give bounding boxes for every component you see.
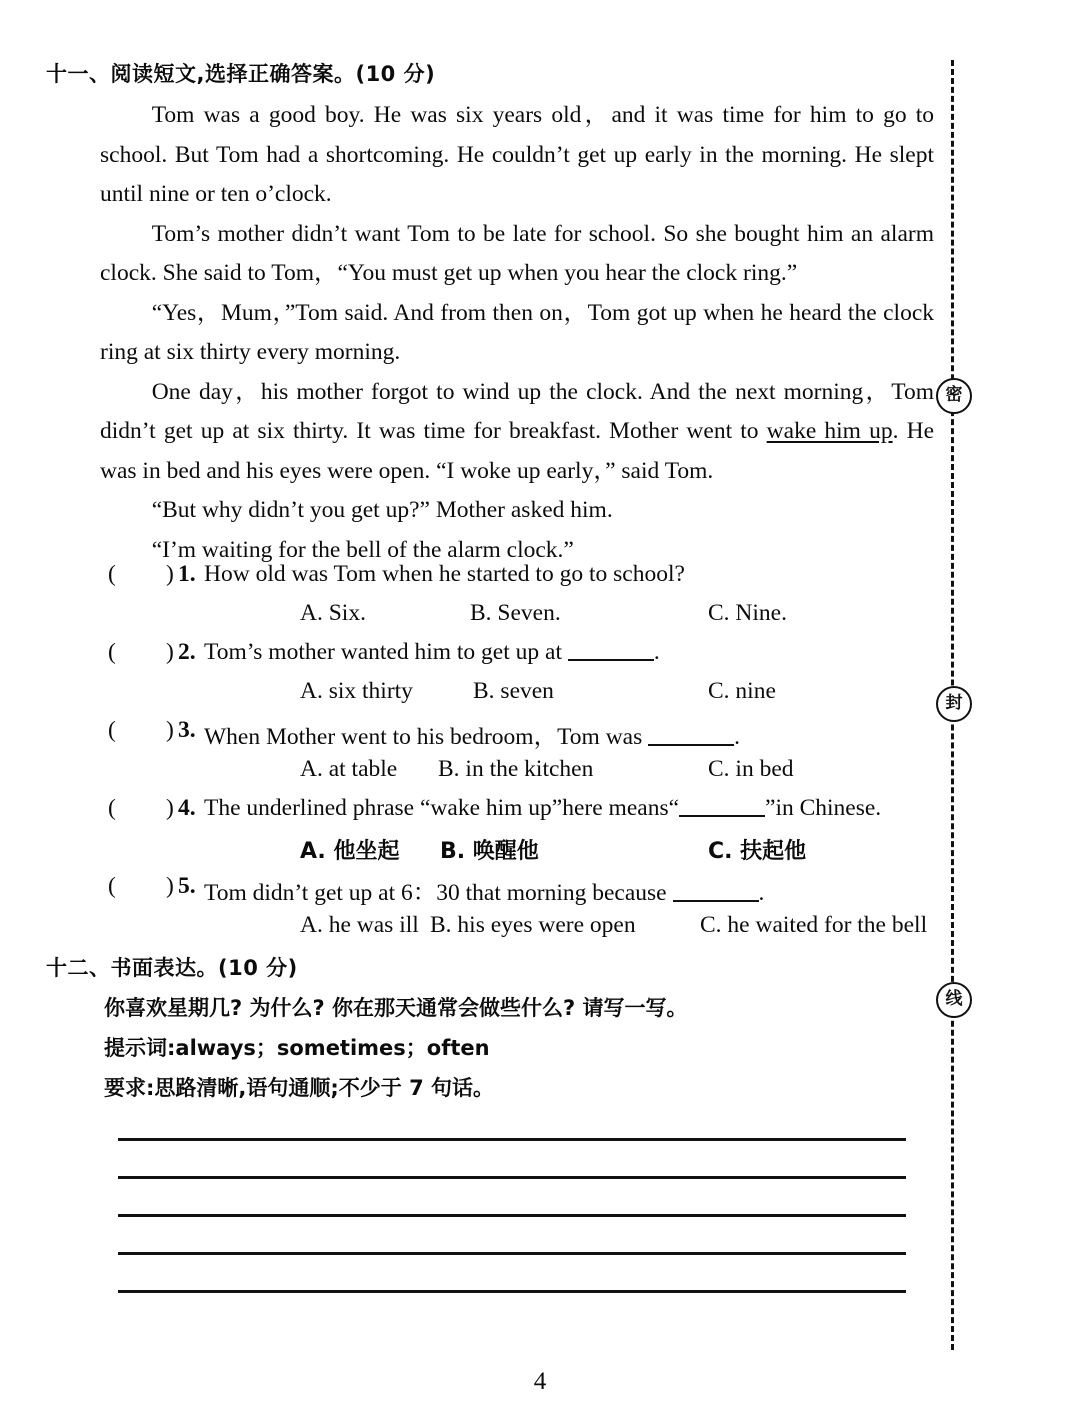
question-number: 2.: [178, 639, 196, 665]
question-number: 5.: [178, 873, 196, 899]
option-choice[interactable]: B. 唤醒他: [440, 839, 539, 864]
question-stem: [100, 717, 950, 756]
answer-bracket-close[interactable]: ): [166, 639, 174, 665]
question-text-before-blank: When Mother went to his bedroom，Tom was: [204, 724, 649, 750]
option-row: [100, 756, 950, 795]
answer-bracket-close[interactable]: ): [166, 717, 174, 743]
seal-char-mi: 密: [936, 378, 972, 414]
question-text-before-blank: Tom’s mother wanted him to get up at: [204, 639, 568, 665]
question-text-before-blank: Tom didn’t get up at 6：30 that morning because: [204, 880, 673, 906]
question-text: [204, 873, 764, 907]
option-choice[interactable]: C. Nine.: [708, 600, 787, 626]
answer-bracket-close[interactable]: ): [166, 795, 174, 821]
writing-prompt-hintwords: 提示词:always；sometimes；often: [104, 1036, 490, 1060]
answer-bracket-open[interactable]: (: [108, 873, 116, 899]
question-text: [204, 639, 660, 666]
writing-prompt-requirements: 要求:思路清晰,语句通顺;不少于 7 句话。: [104, 1076, 495, 1100]
seal-char-xian: 线: [936, 982, 972, 1018]
option-choice[interactable]: B. in the kitchen: [438, 756, 594, 782]
question-stem: [100, 561, 950, 600]
answer-bracket-open[interactable]: (: [108, 561, 116, 587]
question-stem: [100, 639, 950, 678]
answer-write-line[interactable]: [118, 1290, 906, 1293]
option-choice[interactable]: C. nine: [708, 678, 776, 704]
option-choice[interactable]: A. at table: [300, 756, 398, 782]
passage-paragraph: “I’m waiting for the bell of the alarm clock.”: [151, 536, 574, 563]
answer-bracket-open[interactable]: (: [108, 795, 116, 821]
option-choice[interactable]: B. his eyes were open: [430, 912, 636, 938]
question-text-after-blank: .: [653, 639, 660, 665]
answer-blank[interactable]: [673, 880, 759, 902]
passage-text-before-underline: One day，his mother forgot to wind up the clock. And the next morning，Tom didn’t get up at six thirty. It was time for breakfast. Mother went to: [100, 378, 934, 444]
answer-blank[interactable]: [648, 724, 734, 746]
answer-blank[interactable]: [679, 795, 765, 817]
answer-write-line[interactable]: [118, 1252, 906, 1255]
question-text-before-blank: How old was Tom when he started to go to school?: [204, 561, 685, 587]
answer-bracket-open[interactable]: (: [108, 639, 116, 665]
option-row: [100, 678, 950, 717]
section-heading-reading: 十一、阅读短文,选择正确答案。(10 分): [46, 62, 436, 86]
question-stem: [100, 795, 950, 834]
seal-char-feng: 封: [936, 686, 972, 722]
option-choice[interactable]: C. he waited for the bell: [700, 912, 928, 938]
question-text-after-blank: ”in Chinese.: [765, 795, 882, 821]
writing-prompt-question: 你喜欢星期几? 为什么? 你在那天通常会做些什么? 请写一写。: [104, 996, 688, 1020]
passage-paragraph: “Yes，Mum，”Tom said. And from then on，Tom got up when he heard the clock ring at six thirty every morning.: [100, 299, 934, 365]
answer-bracket-open[interactable]: (: [108, 717, 116, 743]
question-number: 3.: [178, 717, 196, 743]
answer-write-line[interactable]: [118, 1176, 906, 1179]
option-row: [100, 834, 950, 873]
passage-paragraph-with-underline: [100, 373, 934, 492]
question-text: [204, 717, 740, 751]
option-choice[interactable]: B. seven: [473, 678, 554, 704]
option-choice[interactable]: B. Seven.: [470, 600, 561, 626]
question-number: 4.: [178, 795, 196, 821]
reading-passage: [100, 96, 934, 570]
option-choice[interactable]: A. he was ill: [300, 912, 419, 938]
question-text-after-blank: .: [734, 724, 740, 750]
passage-paragraph: “But why didn’t you get up?” Mother asked him.: [151, 497, 613, 523]
option-choice[interactable]: A. Six.: [300, 600, 366, 626]
question-text-after-blank: .: [758, 880, 765, 906]
question-text: [204, 561, 685, 588]
answer-write-line[interactable]: [118, 1214, 906, 1217]
question-text: [204, 795, 881, 822]
question-text-before-blank: The underlined phrase “wake him up”here means“: [204, 795, 680, 821]
question-number: 1.: [178, 561, 196, 587]
option-row: [100, 912, 950, 951]
option-choice[interactable]: C. 扶起他: [708, 839, 807, 864]
question-list: [100, 561, 950, 951]
answer-blank[interactable]: [568, 639, 654, 661]
passage-paragraph: Tom was a good boy. He was six years old，and it was time for him to go to school. But Tom had a shortcoming. He couldn’t get up early in the morning. He slept until nine or ten o’clock.: [100, 102, 934, 207]
answer-bracket-close[interactable]: ): [166, 561, 174, 587]
answer-write-line[interactable]: [118, 1138, 906, 1141]
passage-text-after-underline: . He was in bed and his eyes were open. “I woke up early，” said Tom.: [100, 418, 935, 484]
answer-bracket-close[interactable]: ): [166, 873, 174, 899]
section-heading-writing: 十二、书面表达。(10 分): [46, 956, 298, 980]
passage-paragraph: Tom’s mother didn’t want Tom to be late for school. So she bought him an alarm clock. She said to Tom，“You must get up when you hear the clock ring.”: [100, 220, 934, 286]
page-number: 4: [533, 1368, 547, 1395]
option-choice[interactable]: A. 他坐起: [300, 839, 400, 864]
option-choice[interactable]: C. in bed: [708, 756, 794, 782]
option-row: [100, 600, 950, 639]
question-stem: [100, 873, 950, 912]
underlined-phrase: wake him up: [766, 418, 893, 444]
option-choice[interactable]: A. six thirty: [300, 678, 413, 704]
